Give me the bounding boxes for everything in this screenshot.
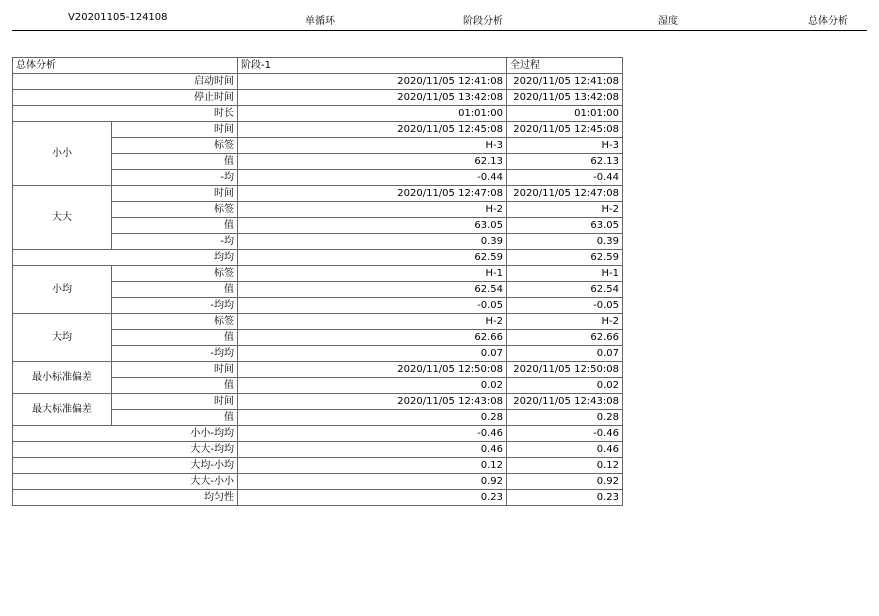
stage-value: 0.46 bbox=[238, 442, 507, 458]
row-label: 大均-小均 bbox=[13, 458, 238, 474]
full-value: -0.46 bbox=[507, 426, 623, 442]
row-label: -均 bbox=[112, 170, 238, 186]
full-value: -0.44 bbox=[507, 170, 623, 186]
stage-value: 2020/11/05 12:43:08 bbox=[238, 394, 507, 410]
stage-value: 2020/11/05 12:50:08 bbox=[238, 362, 507, 378]
stage-value: 0.28 bbox=[238, 410, 507, 426]
table-title: 总体分析 bbox=[13, 58, 238, 74]
stage-value: -0.05 bbox=[238, 298, 507, 314]
stage-value: H-1 bbox=[238, 266, 507, 282]
full-value: 0.28 bbox=[507, 410, 623, 426]
row-label: 均均 bbox=[13, 250, 238, 266]
group-label: 最小标准偏差 bbox=[13, 362, 112, 394]
full-value: 01:01:00 bbox=[507, 106, 623, 122]
full-value: 2020/11/05 12:50:08 bbox=[507, 362, 623, 378]
version-label: V20201105-124108 bbox=[68, 12, 168, 23]
full-value: H-2 bbox=[507, 202, 623, 218]
table-row bbox=[13, 122, 623, 138]
col-header-stage: 阶段-1 bbox=[238, 58, 507, 74]
full-value: 62.59 bbox=[507, 250, 623, 266]
stage-value: 0.23 bbox=[238, 490, 507, 506]
row-label: 停止时间 bbox=[13, 90, 238, 106]
row-label: 值 bbox=[112, 154, 238, 170]
full-value: 0.12 bbox=[507, 458, 623, 474]
table-header-row bbox=[13, 58, 623, 74]
group-label: 大均 bbox=[13, 314, 112, 362]
table-row bbox=[13, 314, 623, 330]
table-row bbox=[13, 474, 623, 490]
stage-value: H-2 bbox=[238, 202, 507, 218]
stage-value: 63.05 bbox=[238, 218, 507, 234]
group-label: 小均 bbox=[13, 266, 112, 314]
table-row bbox=[13, 90, 623, 106]
row-label: 大大-小小 bbox=[13, 474, 238, 490]
overall-analysis-label: 总体分析 bbox=[808, 16, 848, 27]
stage-analysis-label: 阶段分析 bbox=[463, 16, 503, 27]
stage-value: 2020/11/05 12:45:08 bbox=[238, 122, 507, 138]
stage-value: -0.44 bbox=[238, 170, 507, 186]
row-label: 标签 bbox=[112, 138, 238, 154]
stage-value: 62.54 bbox=[238, 282, 507, 298]
row-label: 时间 bbox=[112, 362, 238, 378]
table-row bbox=[13, 458, 623, 474]
full-value: 0.92 bbox=[507, 474, 623, 490]
row-label: 启动时间 bbox=[13, 74, 238, 90]
full-value: 0.07 bbox=[507, 346, 623, 362]
row-label: 大大-均均 bbox=[13, 442, 238, 458]
stage-value: H-2 bbox=[238, 314, 507, 330]
header-divider bbox=[12, 30, 867, 31]
full-value: -0.05 bbox=[507, 298, 623, 314]
row-label: 时间 bbox=[112, 122, 238, 138]
table-row bbox=[13, 106, 623, 122]
row-label: 标签 bbox=[112, 266, 238, 282]
full-value: 2020/11/05 12:43:08 bbox=[507, 394, 623, 410]
stage-value: 0.02 bbox=[238, 378, 507, 394]
full-value: 62.13 bbox=[507, 154, 623, 170]
row-label: 时长 bbox=[13, 106, 238, 122]
report-header bbox=[0, 0, 879, 34]
full-value: 2020/11/05 12:41:08 bbox=[507, 74, 623, 90]
table-row bbox=[13, 186, 623, 202]
table-row bbox=[13, 362, 623, 378]
row-label: 标签 bbox=[112, 202, 238, 218]
full-value: 63.05 bbox=[507, 218, 623, 234]
full-value: 0.39 bbox=[507, 234, 623, 250]
full-value: 2020/11/05 13:42:08 bbox=[507, 90, 623, 106]
row-label: 值 bbox=[112, 410, 238, 426]
row-label: 时间 bbox=[112, 394, 238, 410]
stage-value: 0.07 bbox=[238, 346, 507, 362]
full-value: 62.66 bbox=[507, 330, 623, 346]
full-value: 0.23 bbox=[507, 490, 623, 506]
row-label: 值 bbox=[112, 218, 238, 234]
stage-value: 2020/11/05 13:42:08 bbox=[238, 90, 507, 106]
full-value: H-2 bbox=[507, 314, 623, 330]
full-value: 2020/11/05 12:47:08 bbox=[507, 186, 623, 202]
humidity-label: 湿度 bbox=[658, 16, 678, 27]
stage-value: 62.13 bbox=[238, 154, 507, 170]
row-label: 标签 bbox=[112, 314, 238, 330]
full-value: H-1 bbox=[507, 266, 623, 282]
stage-value: 62.66 bbox=[238, 330, 507, 346]
stage-value: H-3 bbox=[238, 138, 507, 154]
table-row bbox=[13, 490, 623, 506]
row-label: -均 bbox=[112, 234, 238, 250]
row-label: 值 bbox=[112, 330, 238, 346]
row-label: -均均 bbox=[112, 298, 238, 314]
cycle-label: 单循环 bbox=[305, 16, 335, 27]
stage-value: 2020/11/05 12:47:08 bbox=[238, 186, 507, 202]
group-label: 最大标准偏差 bbox=[13, 394, 112, 426]
row-label: 时间 bbox=[112, 186, 238, 202]
table-row bbox=[13, 74, 623, 90]
row-label: 值 bbox=[112, 282, 238, 298]
stage-value: 0.12 bbox=[238, 458, 507, 474]
stage-value: 62.59 bbox=[238, 250, 507, 266]
table-row bbox=[13, 442, 623, 458]
row-label: 值 bbox=[112, 378, 238, 394]
table-row bbox=[13, 426, 623, 442]
row-label: 小小-均均 bbox=[13, 426, 238, 442]
row-label: 均匀性 bbox=[13, 490, 238, 506]
group-label: 大大 bbox=[13, 186, 112, 250]
stage-value: 2020/11/05 12:41:08 bbox=[238, 74, 507, 90]
full-value: 0.46 bbox=[507, 442, 623, 458]
stage-value: 0.39 bbox=[238, 234, 507, 250]
group-label: 小小 bbox=[13, 122, 112, 186]
full-value: 2020/11/05 12:45:08 bbox=[507, 122, 623, 138]
row-label: -均均 bbox=[112, 346, 238, 362]
table-row bbox=[13, 250, 623, 266]
stage-value: 0.92 bbox=[238, 474, 507, 490]
table-row bbox=[13, 394, 623, 410]
full-value: 0.02 bbox=[507, 378, 623, 394]
table-row bbox=[13, 266, 623, 282]
col-header-full: 全过程 bbox=[507, 58, 623, 74]
stage-value: 01:01:00 bbox=[238, 106, 507, 122]
analysis-table bbox=[12, 57, 623, 506]
full-value: H-3 bbox=[507, 138, 623, 154]
stage-value: -0.46 bbox=[238, 426, 507, 442]
full-value: 62.54 bbox=[507, 282, 623, 298]
